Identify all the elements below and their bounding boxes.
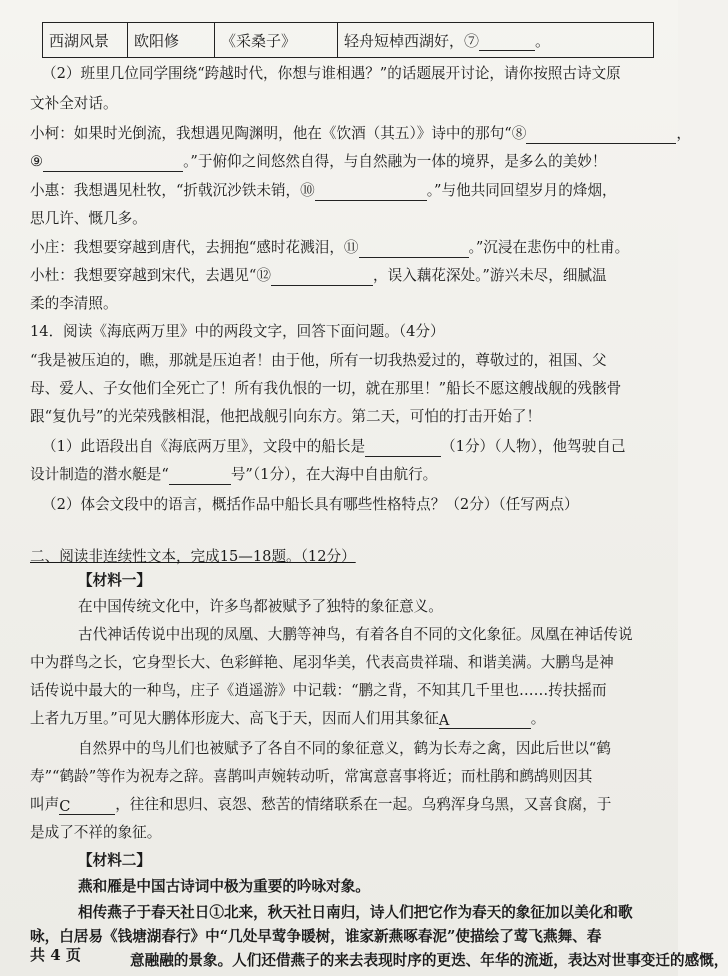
dialogue-xiaodu-cont: 柔的李清照。 bbox=[30, 295, 118, 312]
passage-line: “我是被压迫的，瞧，那就是压迫者！由于他，所有一切我热爱过的，尊敬过的，祖国、父 bbox=[30, 352, 607, 369]
answer-blank-12[interactable] bbox=[271, 268, 373, 286]
material-line: 话传说中最大的一种鸟，庄子《逍遥游》中记载：“鹏之背，不知其几千里也……抟扶摇而 bbox=[30, 682, 607, 699]
dialogue-text: 小惠：我想遇见杜牧，“折戟沉沙铁未销，⑩ bbox=[30, 182, 315, 199]
dialogue-xiaozhuang bbox=[30, 238, 658, 258]
dialogue-text: 。”于俯仰之间悠然自得，与自然融为一体的境界，是多么的美妙！ bbox=[183, 153, 607, 170]
table-cell: 欧阳修 bbox=[128, 23, 215, 58]
dialogue-xiaohui bbox=[30, 181, 658, 201]
dialogue-text: 小柯：如果时光倒流，我想遇见陶渊明，他在《饮酒（其五）》诗中的那句“⑧ bbox=[30, 125, 527, 142]
dialogue-text: 。”与他共同回望岁月的烽烟， bbox=[426, 182, 617, 199]
answer-blank-10[interactable] bbox=[315, 183, 427, 201]
material-text: 叫声 bbox=[30, 796, 60, 813]
material-line: 寿”“鹤龄”等作为祝寿之辞。喜鹊叫声婉转动听，常寓意喜事将近；而杜鹃和鹧鸪则因其 bbox=[30, 768, 593, 785]
section-title-text: 二、阅读非连续性文本，完成15—18题。（12分） bbox=[30, 548, 356, 565]
question-text: （1）此语段出自《海底两万里》，文段中的船长是 bbox=[42, 438, 366, 455]
material-text: 上者九万里。”可见大鹏体形庞大、高飞于天，因而人们用其象征 bbox=[30, 710, 439, 727]
dialogue-xiaohui-cont: 思几许、慨几多。 bbox=[30, 210, 147, 227]
verse-text: 轻舟短棹西湖好，⑦ bbox=[344, 31, 480, 50]
answer-blank-c[interactable] bbox=[59, 797, 115, 815]
answer-blank-submarine[interactable] bbox=[169, 467, 231, 485]
material-line: 意融融的景象。人们还借燕子的来去表现时序的更迭、年华的流逝，表达对世事变迁的感慨， bbox=[130, 952, 728, 969]
material-one-heading: 【材料一】 bbox=[78, 572, 151, 589]
question-text: 号”（1分），在大海中自由航行。 bbox=[230, 466, 438, 483]
table-cell: 《采桑子》 bbox=[215, 23, 338, 58]
material-line: 在中国传统文化中，许多鸟都被赋予了独特的象征意义。 bbox=[78, 598, 443, 615]
question-2-line: （2）班里几位同学围绕“跨越时代，你想与谁相遇？”的话题展开讨论，请你按照古诗文原 bbox=[42, 65, 621, 82]
material-line: 是成了不祥的象征。 bbox=[30, 824, 162, 841]
dialogue-xiaodu bbox=[30, 266, 658, 286]
dialogue-xiaoke-cont bbox=[30, 152, 658, 172]
answer-blank-9[interactable] bbox=[43, 154, 183, 172]
material-two-heading: 【材料二】 bbox=[78, 852, 151, 869]
dialogue-text: 小庄：我想要穿越到唐代，去拥抱“感时花溅泪，⑪ bbox=[30, 239, 359, 256]
blank-label: C bbox=[59, 798, 71, 815]
answer-blank-8[interactable] bbox=[526, 126, 676, 144]
blank-number: ⑨ bbox=[30, 153, 44, 170]
question-text: （1分）（人物），他驾驶自己 bbox=[441, 438, 626, 455]
blank-label: A bbox=[438, 712, 450, 729]
answer-blank-captain[interactable] bbox=[365, 439, 441, 457]
passage-line: 母、爱人、子女他们全死亡了！所有我仇恨的一切，就在那里！”船长不愿这艘战舰的残骸骨 bbox=[30, 380, 622, 397]
question-2-line: 文补全对话。 bbox=[30, 95, 118, 112]
table-row bbox=[43, 23, 654, 58]
question-14-1-cont bbox=[30, 465, 658, 485]
poem-table bbox=[42, 22, 654, 58]
question-text: 设计制造的潜水艇是“ bbox=[30, 466, 169, 483]
answer-blank-7[interactable] bbox=[479, 33, 535, 51]
question-14-1 bbox=[42, 437, 670, 457]
material-line: 燕和雁是中国古诗词中极为重要的吟咏对象。 bbox=[78, 878, 370, 895]
verse-end: 。 bbox=[535, 31, 551, 50]
material-line-c bbox=[30, 795, 658, 815]
answer-blank-a[interactable] bbox=[439, 711, 531, 729]
material-line: 古代神话传说中出现的凤凰、大鹏等神鸟，有着各自不同的文化象征。凤凰在神话传说 bbox=[78, 626, 633, 643]
question-14-title: 14．阅读《海底两万里》中的两段文字，回答下面问题。（4分） bbox=[30, 323, 445, 340]
table-cell bbox=[338, 23, 654, 58]
passage-line: 跟“复仇号”的光荣残骸相混，他把战舰引向东方。第二天，可怕的打击开始了！ bbox=[30, 408, 542, 425]
table-cell: 西湖风景 bbox=[43, 23, 128, 58]
material-text: 。 bbox=[530, 710, 546, 727]
dialogue-text: ，误入藕花深处。”游兴未尽，细腻温 bbox=[372, 267, 607, 284]
page-count: 共 4 页 bbox=[30, 946, 81, 964]
material-text: ，往往和思归、哀怨、愁苦的情绪联系在一起。乌鸦浑身乌黑，又喜食腐，于 bbox=[115, 796, 612, 813]
dialogue-xiaoke: 小柯：如果时光倒流，我想遇见陶渊明，他在《饮酒（其五）》诗中的那句“⑧ ， bbox=[30, 125, 691, 142]
material-line: 相传燕子于春天社日①北来，秋天社日南归，诗人们把它作为春天的象征加以美化和歌 bbox=[78, 904, 633, 921]
material-line-a bbox=[30, 709, 658, 729]
dialogue-text: 。”沉浸在悲伤中的杜甫。 bbox=[468, 239, 630, 256]
dialogue-text: 小杜：我想要穿越到宋代，去遇见“⑫ bbox=[30, 267, 271, 284]
material-line: 咏，白居易《钱塘湖春行》中“几处早莺争暖树，谁家新燕啄春泥”使描绘了莺飞燕舞、春 bbox=[30, 928, 602, 945]
section-two-title bbox=[30, 547, 658, 567]
material-line: 自然界中的鸟儿们也被赋予了各自不同的象征意义，鹤为长寿之禽，因此后世以“鹤 bbox=[78, 740, 611, 757]
answer-blank-11[interactable] bbox=[359, 240, 469, 258]
question-14-2: （2）体会文段中的语言，概括作品中船长具有哪些性格特点？（2分）（任写两点） bbox=[42, 496, 579, 513]
material-line: 中为群鸟之长，它身型长大、色彩鲜艳、尾羽华美，代表高贵祥瑞、和谐美满。大鹏鸟是神 bbox=[30, 654, 614, 671]
